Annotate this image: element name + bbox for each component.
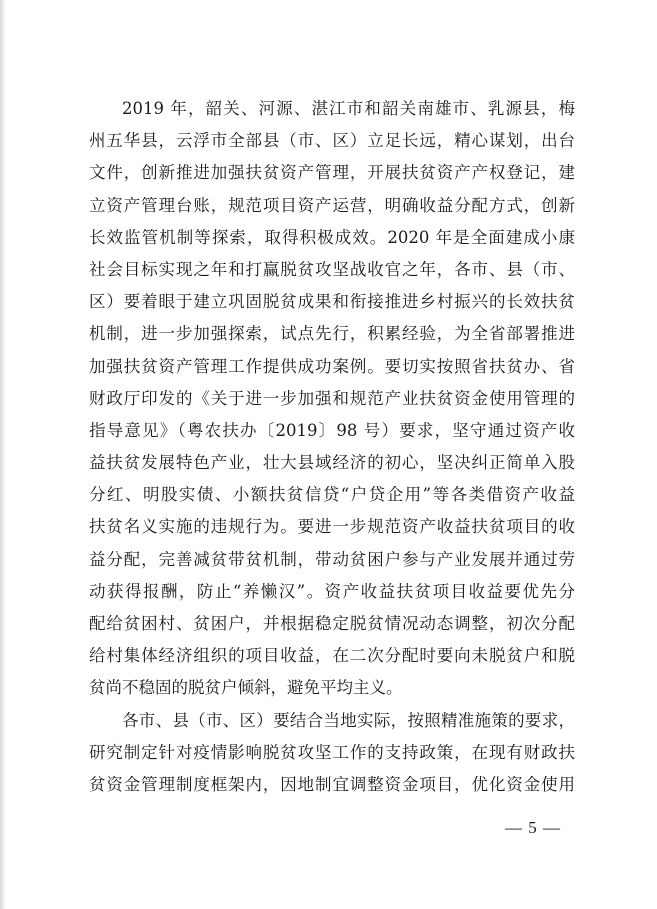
body-text bbox=[89, 93, 575, 801]
text-line: 给村集体经济组织的项目收益，在二次分配时要向未脱贫户和脱 bbox=[89, 646, 575, 666]
page-edge-shadow bbox=[0, 0, 6, 909]
text-line: 贫尚不稳固的脱贫户倾斜，避免平均主义。 bbox=[89, 678, 403, 698]
text-line: 2019 年，韶关、河源、湛江市和韶关南雄市、乳源县，梅 bbox=[122, 99, 575, 118]
text-line: 贫资金管理制度框架内，因地制宜调整资金项目，优化资金使用 bbox=[89, 774, 575, 794]
text-line: 文件，创新推进加强扶贫资产管理，开展扶贫资产产权登记，建 bbox=[89, 163, 575, 183]
text-line: 机制，进一步加强探索，试点先行，积累经验，为全省部署推进 bbox=[89, 324, 575, 344]
text-line: 扶贫名义实施的违规行为。要进一步规范资产收益扶贫项目的收 bbox=[89, 517, 575, 537]
text-line: 指导意见》（粤农扶办〔2019〕98 号）要求，坚守通过资产收 bbox=[89, 420, 575, 440]
text-line: 动获得报酬，防止“养懒汉”。资产收益扶贫项目收益要优先分 bbox=[89, 581, 575, 601]
text-line: 财政厅印发的《关于进一步加强和规范产业扶贫资金使用管理的 bbox=[89, 388, 575, 408]
text-line: 分红、明股实债、小额扶贫信贷“户贷企用”等各类借资产收益 bbox=[89, 485, 575, 505]
text-line: 益扶贫发展特色产业，壮大县域经济的初心，坚决纠正简单入股 bbox=[89, 453, 575, 473]
text-line: 立资产管理台账，规范项目资产运营，明确收益分配方式，创新 bbox=[89, 195, 575, 215]
text-line: 配给贫困村、贫困户，并根据稳定脱贫情况动态调整，初次分配 bbox=[89, 614, 575, 633]
page-number: — 5 — bbox=[505, 818, 561, 837]
text-line: 加强扶贫资产管理工作提供成功案例。要切实按照省扶贫办、省 bbox=[89, 356, 575, 376]
text-line: 州五华县，云浮市全部县（市、区）立足长远，精心谋划，出台 bbox=[89, 131, 575, 151]
text-line: 研究制定针对疫情影响脱贫攻坚工作的支持政策，在现有财政扶 bbox=[89, 742, 575, 762]
text-line: 区）要着眼于建立巩固脱贫成果和衔接推进乡村振兴的长效扶贫 bbox=[89, 292, 575, 312]
text-line: 社会目标实现之年和打赢脱贫攻坚战收官之年，各市、县（市、 bbox=[89, 259, 575, 279]
text-line: 益分配，完善减贫带贫机制，带动贫困户参与产业发展并通过劳 bbox=[89, 549, 575, 569]
text-line: 各市、县（市、区）要结合当地实际，按照精准施策的要求， bbox=[122, 710, 575, 730]
text-line: 长效监管机制等探索，取得积极成效。2020 年是全面建成小康 bbox=[89, 227, 575, 247]
